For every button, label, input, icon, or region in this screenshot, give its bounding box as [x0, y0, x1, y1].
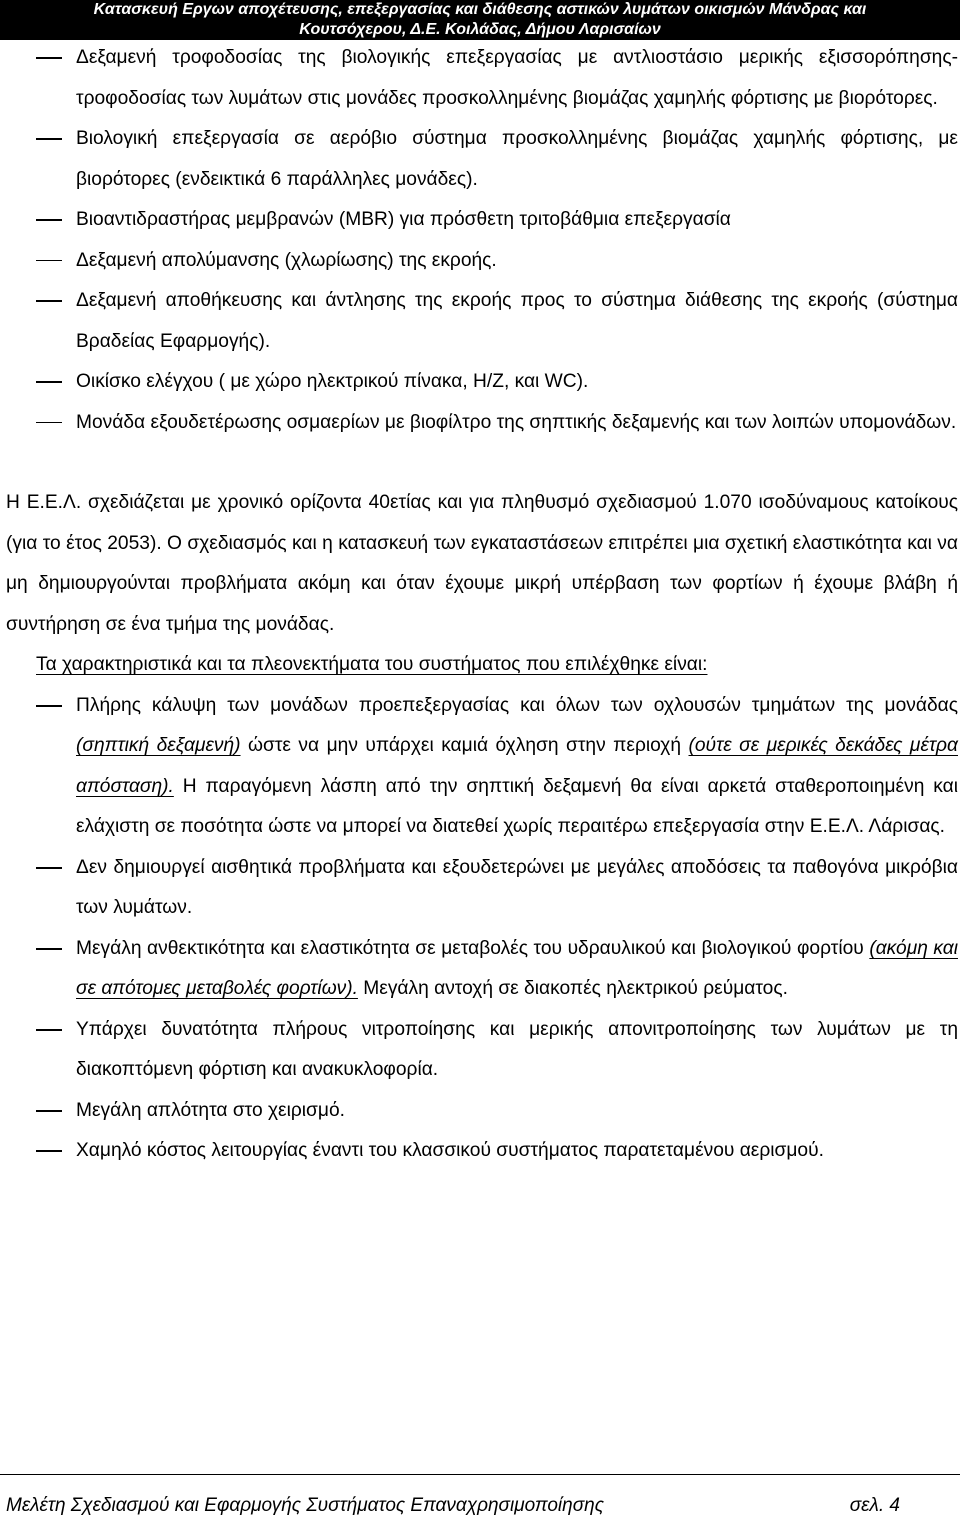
design-paragraph: Η Ε.Ε.Λ. σχεδιάζεται με χρονικό ορίζοντα 40ετίας και για πληθυσμό σχεδιασμού 1.070 ισοδύναμους κατοίκους (για το έτος 2053). Ο σχεδιασμός και η κατασκευή των εγκαταστάσεων επιτρέπει μια σχετική ελαστικότητα και να μη δημιουργούνται προβλήματα ακόμη και όταν έχουμε μικρή υπέρβαση των φορτίων ή έχουμε βλάβη ή συντήρηση σε ένα τμήμα της μονάδας.: [6, 492, 958, 635]
page-header: [0, 0, 960, 40]
document-body: [0, 38, 958, 1172]
list-item: Μονάδα εξουδετέρωσης οσμαερίων με βιοφίλτρο της σηπτικής δεξαμενής και των λοιπών υπομονάδων.: [0, 403, 958, 444]
advantage-item: Πλήρης κάλυψη των μονάδων προεπεξεργασίας και όλων των οχλουσών τμημάτων της μονάδας (σηπτική δεξαμενή) ώστε να μην υπάρχει καμιά όχληση στην περιοχή (ούτε σε μερικές δεκάδες μέτρα απόσταση). Η παραγόμενη λάσπη από την σηπτική δεξαμενή θα είναι αρκετά σταθεροποιημένη και ελάχιστη σε ποσότητα ώστε να μπορεί να διατεθεί χωρίς περαιτέρω επεξεργασία στην Ε.Ε.Λ. Λάρισας.: [0, 686, 958, 848]
page-number: σελ. 4: [849, 1495, 900, 1516]
advantage-item: Δεν δημιουργεί αισθητικά προβλήματα και εξουδετερώνει με μεγάλες αποδόσεις τα παθογόνα μικρόβια των λυμάτων.: [0, 848, 958, 929]
advantages-heading: Τα χαρακτηριστικά και τα πλεονεκτήματα του συστήματος που επιλέχθηκε είναι:: [36, 654, 708, 675]
advantage-item: Χαμηλό κόστος λειτουργίας έναντι του κλασσικού συστήματος παρατεταμένου αερισμού.: [0, 1131, 958, 1172]
list-item: Δεξαμενή αποθήκευσης και άντλησης της εκροής προς το σύστημα διάθεσης της εκροής (σύστημα Βραδείας Εφαρμογής).: [0, 281, 958, 362]
header-line-1: Κατασκευή Εργων αποχέτευσης, επεξεργασίας και διάθεσης αστικών λυμάτων οικισμών Μάνδρας και: [93, 1, 867, 18]
list-item: Δεξαμενή τροφοδοσίας της βιολογικής επεξεργασίας με αντλιοστάσιο μερικής εξισσορόπησης-τροφοδοσίας των λυμάτων στις μονάδες προσκολλημένης βιομάζας χαμηλής φόρτισης με βιορότορες.: [0, 38, 958, 119]
page-footer: [0, 1474, 960, 1516]
list-item: Βιολογική επεξεργασία σε αερόβιο σύστημα προσκολλημένης βιομάζας χαμηλής φόρτισης, με βιορότορες (ενδεικτικά 6 παράλληλες μονάδες).: [0, 119, 958, 200]
header-line-2: Κουτσόχερου, Δ.Ε. Κοιλάδας, Δήμου Λαρισαίων: [299, 21, 661, 38]
footer-title: Μελέτη Σχεδιασμού και Εφαρμογής Συστήματος Επαναχρησιμοποίησης: [6, 1495, 604, 1516]
advantage-item: Μεγάλη απλότητα στο χειρισμό.: [0, 1091, 958, 1132]
advantage-item: Μεγάλη ανθεκτικότητα και ελαστικότητα σε μεταβολές του υδραυλικού και βιολογικού φορτίου (ακόμη και σε απότομες μεταβολές φορτίων). Μεγάλη αντοχή σε διακοπές ηλεκτρικού ρεύματος.: [0, 929, 958, 1010]
list-item: Βιοαντιδραστήρας μεμβρανών (MBR) για πρόσθετη τριτοβάθμια επεξεργασία: [0, 200, 958, 241]
list-item: Δεξαμενή απολύμανσης (χλωρίωσης) της εκροής.: [0, 241, 958, 282]
list-item: Οικίσκο ελέγχου ( με χώρο ηλεκτρικού πίνακα, Η/Ζ, και WC).: [0, 362, 958, 403]
advantage-item: Υπάρχει δυνατότητα πλήρους νιτροποίησης και μερικής απονιτροποίησης των λυμάτων με τη διακοπτόμενη φόρτιση και ανακυκλοφορία.: [0, 1010, 958, 1091]
